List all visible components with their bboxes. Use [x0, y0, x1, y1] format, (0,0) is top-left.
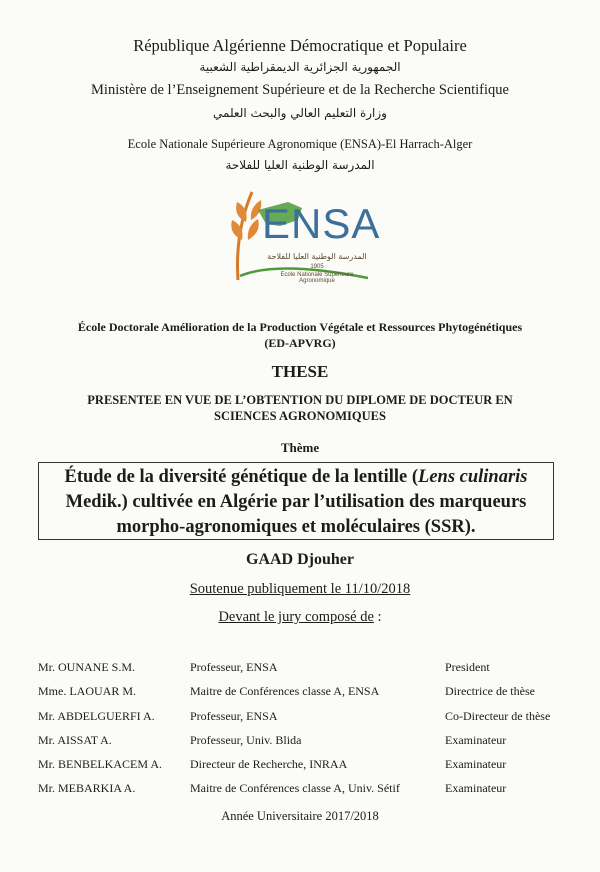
republic-title: République Algérienne Démocratique et Populaire [133, 36, 467, 55]
jury-member-name: Mr. OUNANE S.M. [38, 660, 136, 674]
thesis-title-line3: morpho-agronomiques et moléculaires (SSR). [116, 517, 476, 537]
thesis-title-line1: Étude de la diversité génétique de la lentille (Lens culinaris [64, 467, 528, 487]
logo-arabic-text: المدرسة الوطنية العليا للفلاحة [267, 252, 367, 261]
jury-member-role: Examinateur [445, 733, 507, 747]
thesis-title-line2: Medik.) cultivée en Algérie par l’utilisation des marqueurs [65, 492, 527, 512]
jury-member-name: Mr. BENBELKACEM A. [38, 757, 163, 771]
ministry-title-arabic: وزارة التعليم العالي والبحث العلمي [213, 106, 387, 120]
jury-member-role: Examinateur [445, 757, 507, 771]
jury-member-name: Mr. MEBARKIA A. [38, 781, 136, 795]
doctoral-school-line2: (ED-APVRG) [264, 336, 336, 350]
jury-member-role: Co-Directeur de thèse [445, 709, 551, 723]
logo-text: ENSA [262, 200, 381, 247]
diploma-line2: SCIENCES AGRONOMIQUES [214, 409, 386, 423]
defense-date: Soutenue publiquement le 11/10/2018 [189, 581, 411, 597]
diploma-line1: PRESENTEE EN VUE DE L’OBTENTION DU DIPLOME DE DOCTEUR EN [87, 393, 513, 407]
jury-member-title: Professeur, ENSA [190, 660, 278, 674]
jury-member-name: Mr. ABDELGUERFI A. [38, 709, 155, 723]
theme-label: Thème [280, 440, 320, 455]
doctoral-school-line1: École Doctorale Amélioration de la Production Végétale et Ressources Phytogénétiques [77, 320, 523, 334]
jury-intro: Devant le jury composé de : [218, 609, 382, 625]
academic-year: Année Universitaire 2017/2018 [221, 809, 379, 823]
ministry-title: Ministère de l’Enseignement Supérieure et de la Recherche Scientifique [91, 82, 509, 98]
jury-member-title: Maitre de Conférences classe A, Univ. Sétif [190, 781, 400, 795]
republic-title-arabic: الجمهورية الجزائرية الديمقراطية الشعبية [199, 60, 401, 74]
logo-subtitle: Ecole Nationale Supérieure Agronomique [280, 272, 354, 284]
school-name: Ecole Nationale Supérieure Agronomique (ENSA)-El Harrach-Alger [127, 137, 473, 151]
jury-member-title: Maitre de Conférences classe A, ENSA [190, 684, 380, 698]
jury-member-name: Mr. AISSAT A. [38, 733, 112, 747]
logo-year: 1905 [310, 264, 324, 270]
jury-member-role: President [445, 660, 490, 674]
school-name-arabic: المدرسة الوطنية العليا للفلاحة [225, 158, 375, 172]
jury-member-title: Professeur, Univ. Blida [190, 733, 302, 747]
these-heading: THESE [271, 362, 329, 381]
author-name: GAAD Djouher [246, 551, 354, 568]
jury-member-role: Examinateur [445, 781, 507, 795]
jury-member-role: Directrice de thèse [445, 684, 535, 698]
jury-member-title: Professeur, ENSA [190, 709, 278, 723]
thesis-title-box [38, 462, 554, 540]
jury-member-name: Mme. LAOUAR M. [38, 684, 136, 698]
species-name: Lens culinaris [418, 467, 528, 487]
jury-member-title: Directeur de Recherche, INRAA [190, 757, 348, 771]
